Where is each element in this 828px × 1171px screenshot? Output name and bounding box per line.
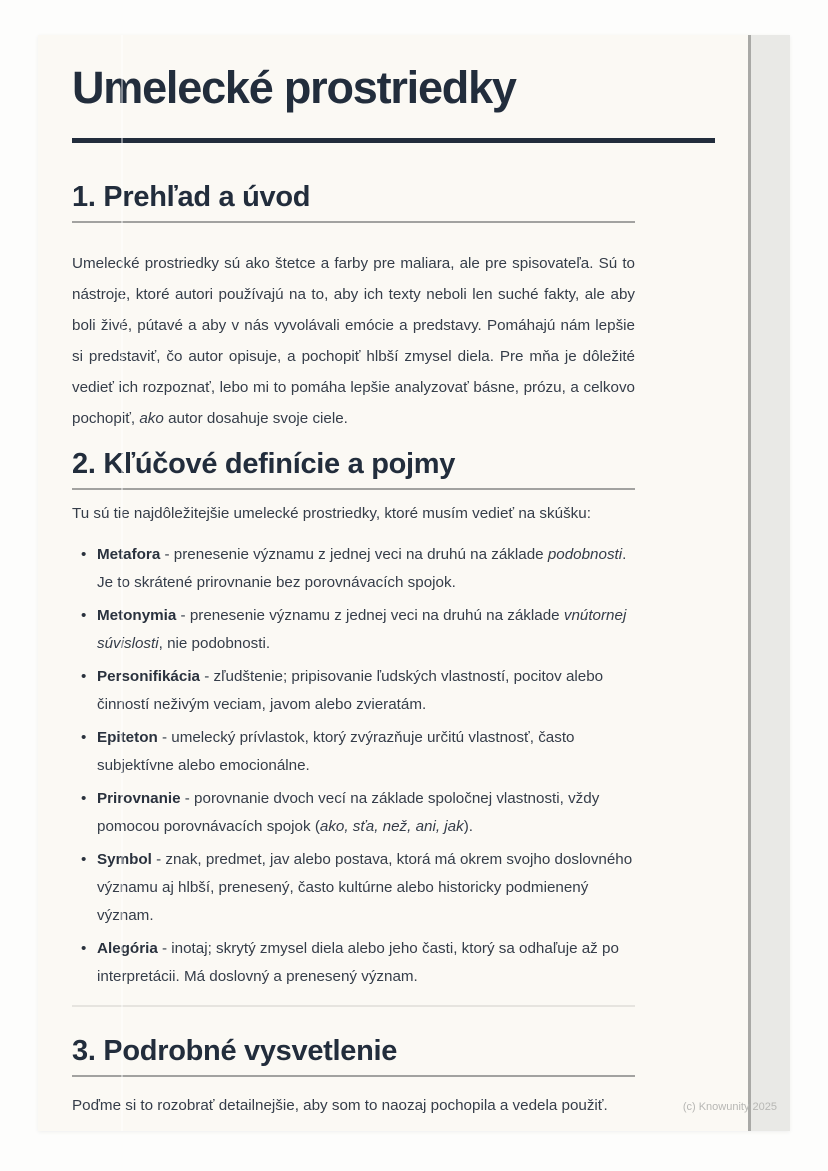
definition-term: Metafora [97,546,161,563]
document-page [38,35,790,1131]
definition-italic: vnútornej súvislosti [97,607,627,652]
title-rule [72,138,715,143]
section-definitions [72,448,635,991]
definition-italic: ako, sťa, než, ani, jak [319,818,464,835]
definition-item-metonymia [72,602,635,658]
definition-italic: podobnosti [547,546,623,563]
page-title: Umelecké prostriedky [72,62,516,113]
definition-text: - prenesenie významu z jednej veci na druhú na základe [176,607,564,624]
paragraph-italic: ako [139,410,164,427]
definitions-lead: Tu sú tie najdôležitejšie umelecké prostriedky, ktoré musím vedieť na skúšku: [72,505,591,522]
bullet-icon: • [81,546,87,563]
definition-item-metafora [72,541,635,597]
definition-text: - umelecký prívlastok, ktorý zvýrazňuje určitú vlastnosť, často subjektívne alebo emocionálne. [97,729,575,774]
definition-text: - zľudštenie; pripisovanie ľudských vlastností, pocitov alebo činností neživým veciam, javom alebo zvieratám. [97,668,604,713]
page-right-edge-strip [748,35,790,1131]
bullet-icon: • [81,790,87,807]
paragraph-text: autor dosahuje svoje ciele. [163,410,348,427]
definition-item-symbol [72,846,635,930]
heading-rule [72,488,635,490]
definition-text: , nie podobnosti. [158,635,271,652]
section-divider [72,1005,635,1007]
bullet-icon: • [81,851,87,868]
definition-term: Prirovnanie [97,790,181,807]
definition-item-prirovnanie [72,785,635,841]
definition-text: . Je to skrátené prirovnanie bez porovnávacích spojok. [97,546,627,591]
bullet-icon: • [81,668,87,685]
definition-text: ). [463,818,473,835]
copyright-watermark: (c) Knowunity 2025 [682,1101,777,1113]
definition-term: Personifikácia [97,668,200,685]
definition-term: Symbol [97,851,152,868]
document-content [38,35,635,1121]
section-overview [72,181,635,434]
definition-text: - inotaj; skrytý zmysel diela alebo jeho časti, ktorý sa odhaľuje až po interpretácii. Má doslovný a prenesený význam. [97,940,619,985]
section-explanation-heading: 3. Podrobné vysvetlenie [72,1035,398,1067]
section-overview-heading: 1. Prehľad a úvod [72,181,311,213]
definition-text: - porovnanie dvoch vecí na základe spoločnej vlastnosti, vždy pomocou porovnávacích spojok ( [97,790,600,835]
definition-term: Metonymia [97,607,177,624]
bullet-icon: • [81,729,87,746]
overview-paragraph [72,248,635,434]
bullet-icon: • [81,607,87,624]
bullet-icon: • [81,940,87,957]
heading-rule [72,1075,635,1077]
definition-item-alegoria [72,935,635,991]
definition-term: Epiteton [97,729,158,746]
section-explanation [72,1035,635,1121]
heading-rule [72,221,635,223]
definition-item-personifikacia [72,663,635,719]
definitions-list [72,541,635,991]
definition-text: - znak, predmet, jav alebo postava, ktorá má okrem svojho doslovného významu aj hlbší, prenesený, často kultúrne alebo historicky podmienený význam. [97,851,633,924]
explanation-paragraph: Poďme si to rozobrať detailnejšie, aby som to naozaj pochopila a vedela použiť. [72,1097,608,1114]
definition-term: Alegória [97,940,158,957]
section-definitions-heading: 2. Kľúčové definície a pojmy [72,448,456,480]
paragraph-text: Umelecké prostriedky sú ako štetce a farby pre maliara, ale pre spisovateľa. Sú to nástroje, ktoré autori používajú na to, aby ich texty neboli len suché fakty, ale aby boli živé, pútavé a aby v nás vyvolávali emócie a predstavy. Pomáhajú nám lepšie si predstaviť, čo autor opisuje, a pochopiť hlbší zmysel diela. Pre mňa je dôležité vedieť ich rozpoznať, lebo mi to pomáha lepšie analyzovať básne, prózu, a celkovo pochopiť, [72,255,635,427]
definition-text: - prenesenie významu z jednej veci na druhú na základe [160,546,548,563]
definition-item-epiteton [72,724,635,780]
